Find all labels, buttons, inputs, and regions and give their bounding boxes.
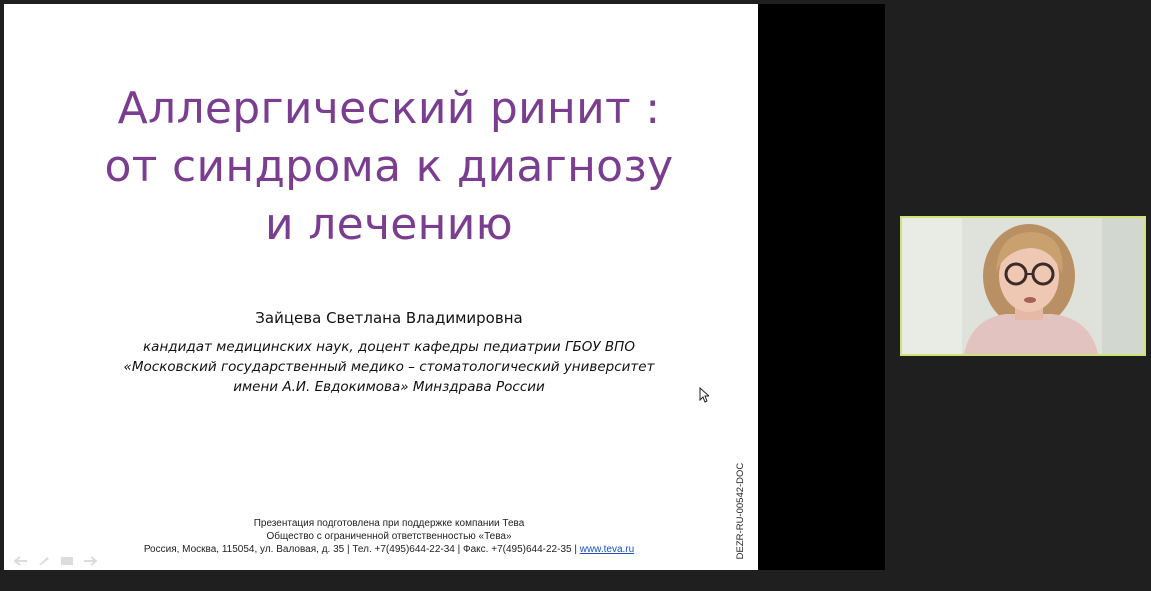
next-arrow-icon[interactable] (83, 553, 97, 563)
pen-icon[interactable] (37, 553, 51, 563)
footer-address: Россия, Москва, 115054, ул. Валовая, д. 35 | Тел. +7(495)644-22-34 | Факс. +7(495)644-22-35 | (143, 544, 580, 555)
footer-line: Общество с ограниченной ответственностью «Тева» (266, 531, 512, 542)
title-line: Аллергический ринит : (117, 83, 661, 134)
author-name: Зайцева Светлана Владимировна (255, 309, 523, 327)
title-line: и лечению (265, 199, 513, 250)
affiliation-line: имени А.И. Евдокимова» Минздрава России (233, 379, 545, 395)
document-code: DEZR-RU-00542-DOC (735, 462, 746, 560)
prev-arrow-icon[interactable] (14, 553, 28, 563)
affiliation-line: кандидат медицинских наук, доцент кафедры педиатрии ГБОУ ВПО (143, 339, 635, 355)
author-affiliation (4, 337, 774, 397)
teva-link[interactable]: www.teva.ru (579, 544, 635, 555)
footer-line (4, 543, 774, 556)
slide-title (4, 80, 774, 254)
sponsor-footer (4, 517, 774, 556)
footer-line: Презентация подготовлена при поддержке компании Тева (253, 518, 525, 529)
letterbox-area (758, 4, 885, 570)
speaker-video-tile[interactable] (900, 216, 1146, 356)
slides-grid-icon[interactable] (60, 553, 74, 563)
slide-controls (14, 553, 97, 563)
presentation-slide (4, 4, 758, 570)
mouse-pointer-icon (699, 387, 709, 403)
affiliation-line: «Московский государственный медико – стоматологический университет (123, 359, 655, 375)
title-line: от синдрома к диагнозу (104, 141, 674, 192)
speaker-avatar (902, 218, 1144, 354)
